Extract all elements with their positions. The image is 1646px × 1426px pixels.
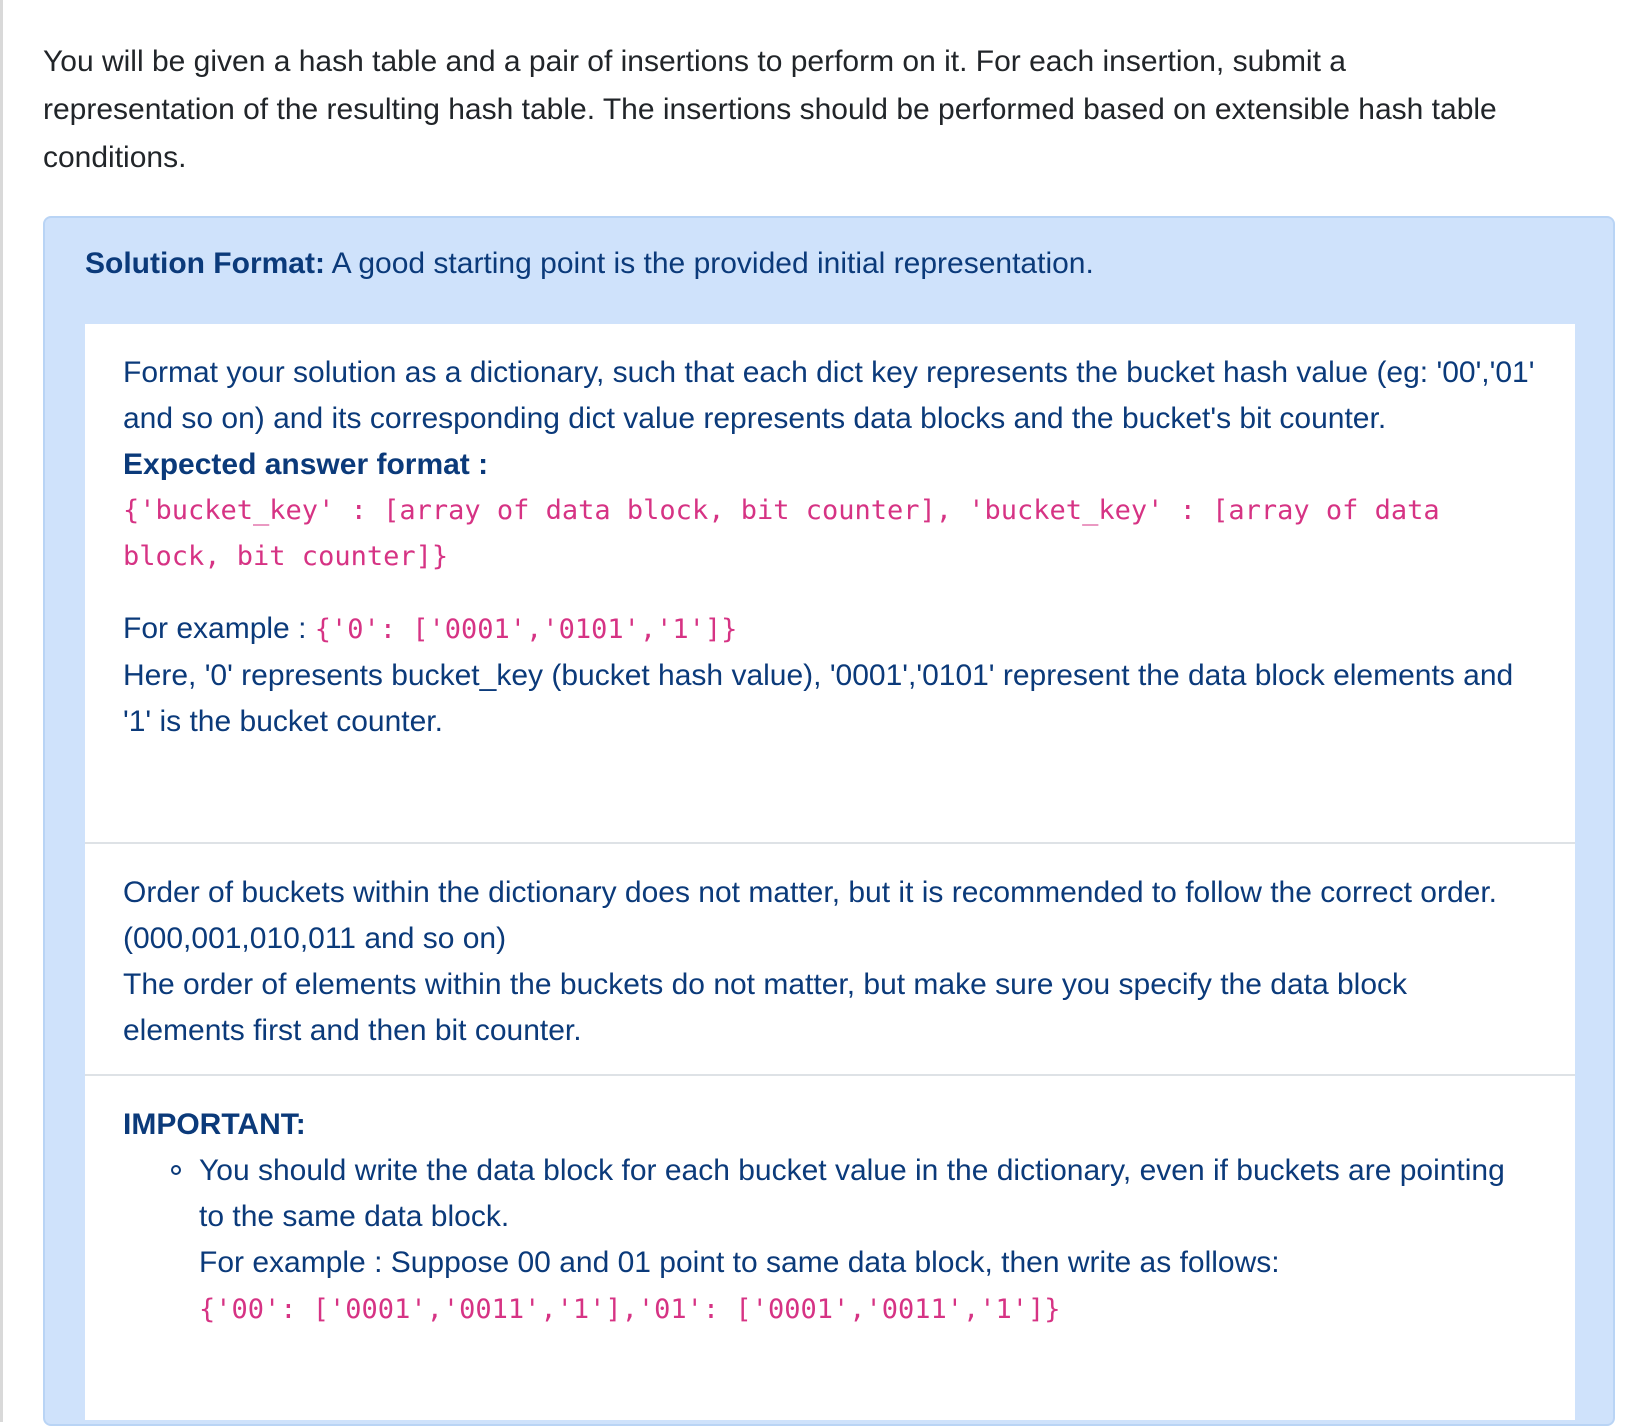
solution-format-heading xyxy=(85,244,1094,284)
intro-paragraph: You will be given a hash table and a pair of insertions to perform on it. For each insertion, submit a representation of the resulting hash table. The insertions should be performed based on extensible hash table conditions. xyxy=(43,45,1497,174)
format-section xyxy=(85,324,1575,844)
solution-format-label: Solution Format: xyxy=(85,247,325,280)
order-section xyxy=(85,844,1575,1076)
example-line xyxy=(123,606,1537,653)
solution-format-card xyxy=(85,324,1575,1420)
important-list xyxy=(123,1148,1537,1333)
bullet-text: You should write the data block for each bucket value in the dictionary, even if buckets are pointing to the same data block. xyxy=(199,1154,1505,1233)
important-label: IMPORTANT: xyxy=(123,1108,306,1141)
bullet-example-label: For example : Suppose 00 and 01 point to same data block, then write as follows: xyxy=(199,1246,1280,1279)
example-code: {'0': ['0001','0101','1']} xyxy=(314,614,738,645)
list-item xyxy=(199,1148,1537,1333)
format-paragraph: Format your solution as a dictionary, such that each dict key represents the bucket hash value (eg: '00','01' and so on) and its corresponding dict value represents data blocks and the bucket's bit counter. xyxy=(123,356,1535,435)
circle-bullet-icon xyxy=(171,1165,181,1175)
bucket-order-note: Order of buckets within the dictionary does not matter, but it is recommended to follow the correct order. (000,001,010,011 and so on) xyxy=(123,876,1497,955)
example-explanation: Here, '0' represents bucket_key (bucket hash value), '0001','0101' represent the data block elements and '1' is the bucket counter. xyxy=(123,659,1514,738)
bullet-example-code: {'00': ['0001','0011','1'],'01': ['0001','0011','1']} xyxy=(199,1294,1061,1325)
expected-format-label: Expected answer format : xyxy=(123,448,489,481)
expected-format-code: {'bucket_key' : [array of data block, bit counter], 'bucket_key' : [array of data block, bit counter]} xyxy=(123,495,1440,572)
element-order-note: The order of elements within the buckets do not matter, but make sure you specify the data block elements first and then bit counter. xyxy=(123,968,1408,1047)
important-section xyxy=(85,1076,1575,1420)
solution-format-text: A good starting point is the provided initial representation. xyxy=(324,247,1094,280)
example-label: For example : xyxy=(123,612,315,645)
solution-format-box xyxy=(43,216,1615,1426)
